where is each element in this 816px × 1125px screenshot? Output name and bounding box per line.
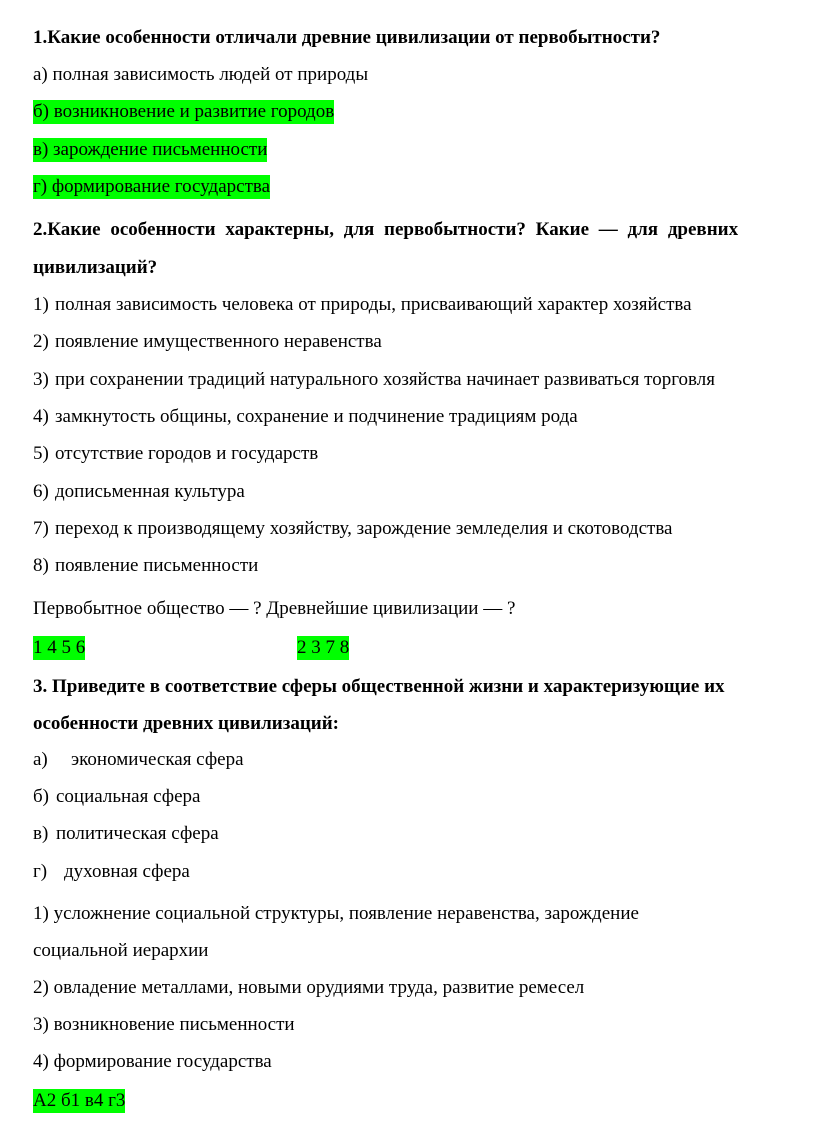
q2-item-text: появление имущественного неравенства [55, 331, 382, 352]
q2-item-num: 3) [33, 369, 49, 390]
q1-title: 1.Какие особенности отличали древние цивилизации от первобытности? [33, 27, 661, 48]
q2-title-line1: 2.Какие особенности характерны, для первобытности? Какие — для древних [33, 219, 739, 240]
q2-item-5 [33, 442, 318, 466]
q3-feature-2: 2) овладение металлами, новыми орудиями труда, развитие ремесел [33, 977, 585, 998]
q2-item-6 [33, 480, 245, 504]
q3-feature-1-line1: 1) усложнение социальной структуры, появление неравенства, зарождение [33, 903, 639, 924]
q2-item-num: 4) [33, 406, 49, 427]
q3-sphere-letter: б) [33, 786, 49, 807]
q2-item-text: появление письменности [55, 555, 259, 576]
q2-item-num: 8) [33, 555, 49, 576]
q2-item-8 [33, 554, 258, 578]
q2-item-num: 1) [33, 294, 49, 315]
q3-feature-1-line2: социальной иерархии [33, 940, 209, 961]
q3-sphere-text: духовная сфера [64, 861, 190, 882]
q3-feature-4: 4) формирование государства [33, 1051, 272, 1072]
q2-item-2 [33, 330, 382, 354]
q3-sphere-b [33, 785, 200, 809]
q3-sphere-letter: в) [33, 823, 49, 844]
q1-option-a: а) полная зависимость людей от природы [33, 64, 369, 85]
q1-option-d: г) формирование государства [33, 176, 271, 197]
q3-answer: А2 б1 в4 г3 [33, 1090, 126, 1111]
q2-item-num: 2) [33, 331, 49, 352]
q1-option-b: б) возникновение и развитие городов [33, 101, 335, 122]
q2-item-text: замкнутость общины, сохранение и подчинение традициям рода [55, 406, 578, 427]
q2-question: Первобытное общество — ? Древнейшие цивилизации — ? [33, 598, 516, 619]
q3-sphere-text: политическая сфера [56, 823, 219, 844]
q3-sphere-letter: г) [33, 861, 48, 882]
q2-item-text: полная зависимость человека от природы, присваивающий характер хозяйства [55, 294, 692, 315]
q2-item-num: 7) [33, 518, 49, 539]
q2-item-3 [33, 368, 715, 392]
q2-item-text: дописьменная культура [55, 481, 245, 502]
q3-sphere-text: экономическая сфера [71, 749, 244, 770]
q2-item-text: при сохранении традиций натурального хозяйства начинает развиваться торговля [55, 369, 715, 390]
q3-sphere-text: социальная сфера [56, 786, 201, 807]
q3-sphere-a [33, 748, 244, 772]
q3-sphere-c [33, 822, 219, 846]
q3-title-line2: особенности древних цивилизаций: [33, 713, 340, 734]
q2-answer-civilizations: 2 3 7 8 [297, 637, 350, 658]
q3-feature-3: 3) возникновение письменности [33, 1014, 295, 1035]
q3-title-line1: 3. Приведите в соответствие сферы общественной жизни и характеризующие их [33, 676, 725, 697]
q2-answer-primitive: 1 4 5 6 [33, 637, 86, 658]
q2-item-text: переход к производящему хозяйству, зарождение земледелия и скотоводства [55, 518, 673, 539]
q3-sphere-letter: а) [33, 749, 48, 770]
q3-sphere-d [33, 860, 190, 884]
q1-option-c: в) зарождение письменности [33, 139, 268, 160]
q2-title-line2: цивилизаций? [33, 257, 158, 278]
q2-item-1 [33, 293, 692, 317]
q2-item-text: отсутствие городов и государств [55, 443, 319, 464]
q2-item-num: 5) [33, 443, 49, 464]
q2-item-num: 6) [33, 481, 49, 502]
q2-item-7 [33, 517, 672, 541]
q2-item-4 [33, 405, 578, 429]
